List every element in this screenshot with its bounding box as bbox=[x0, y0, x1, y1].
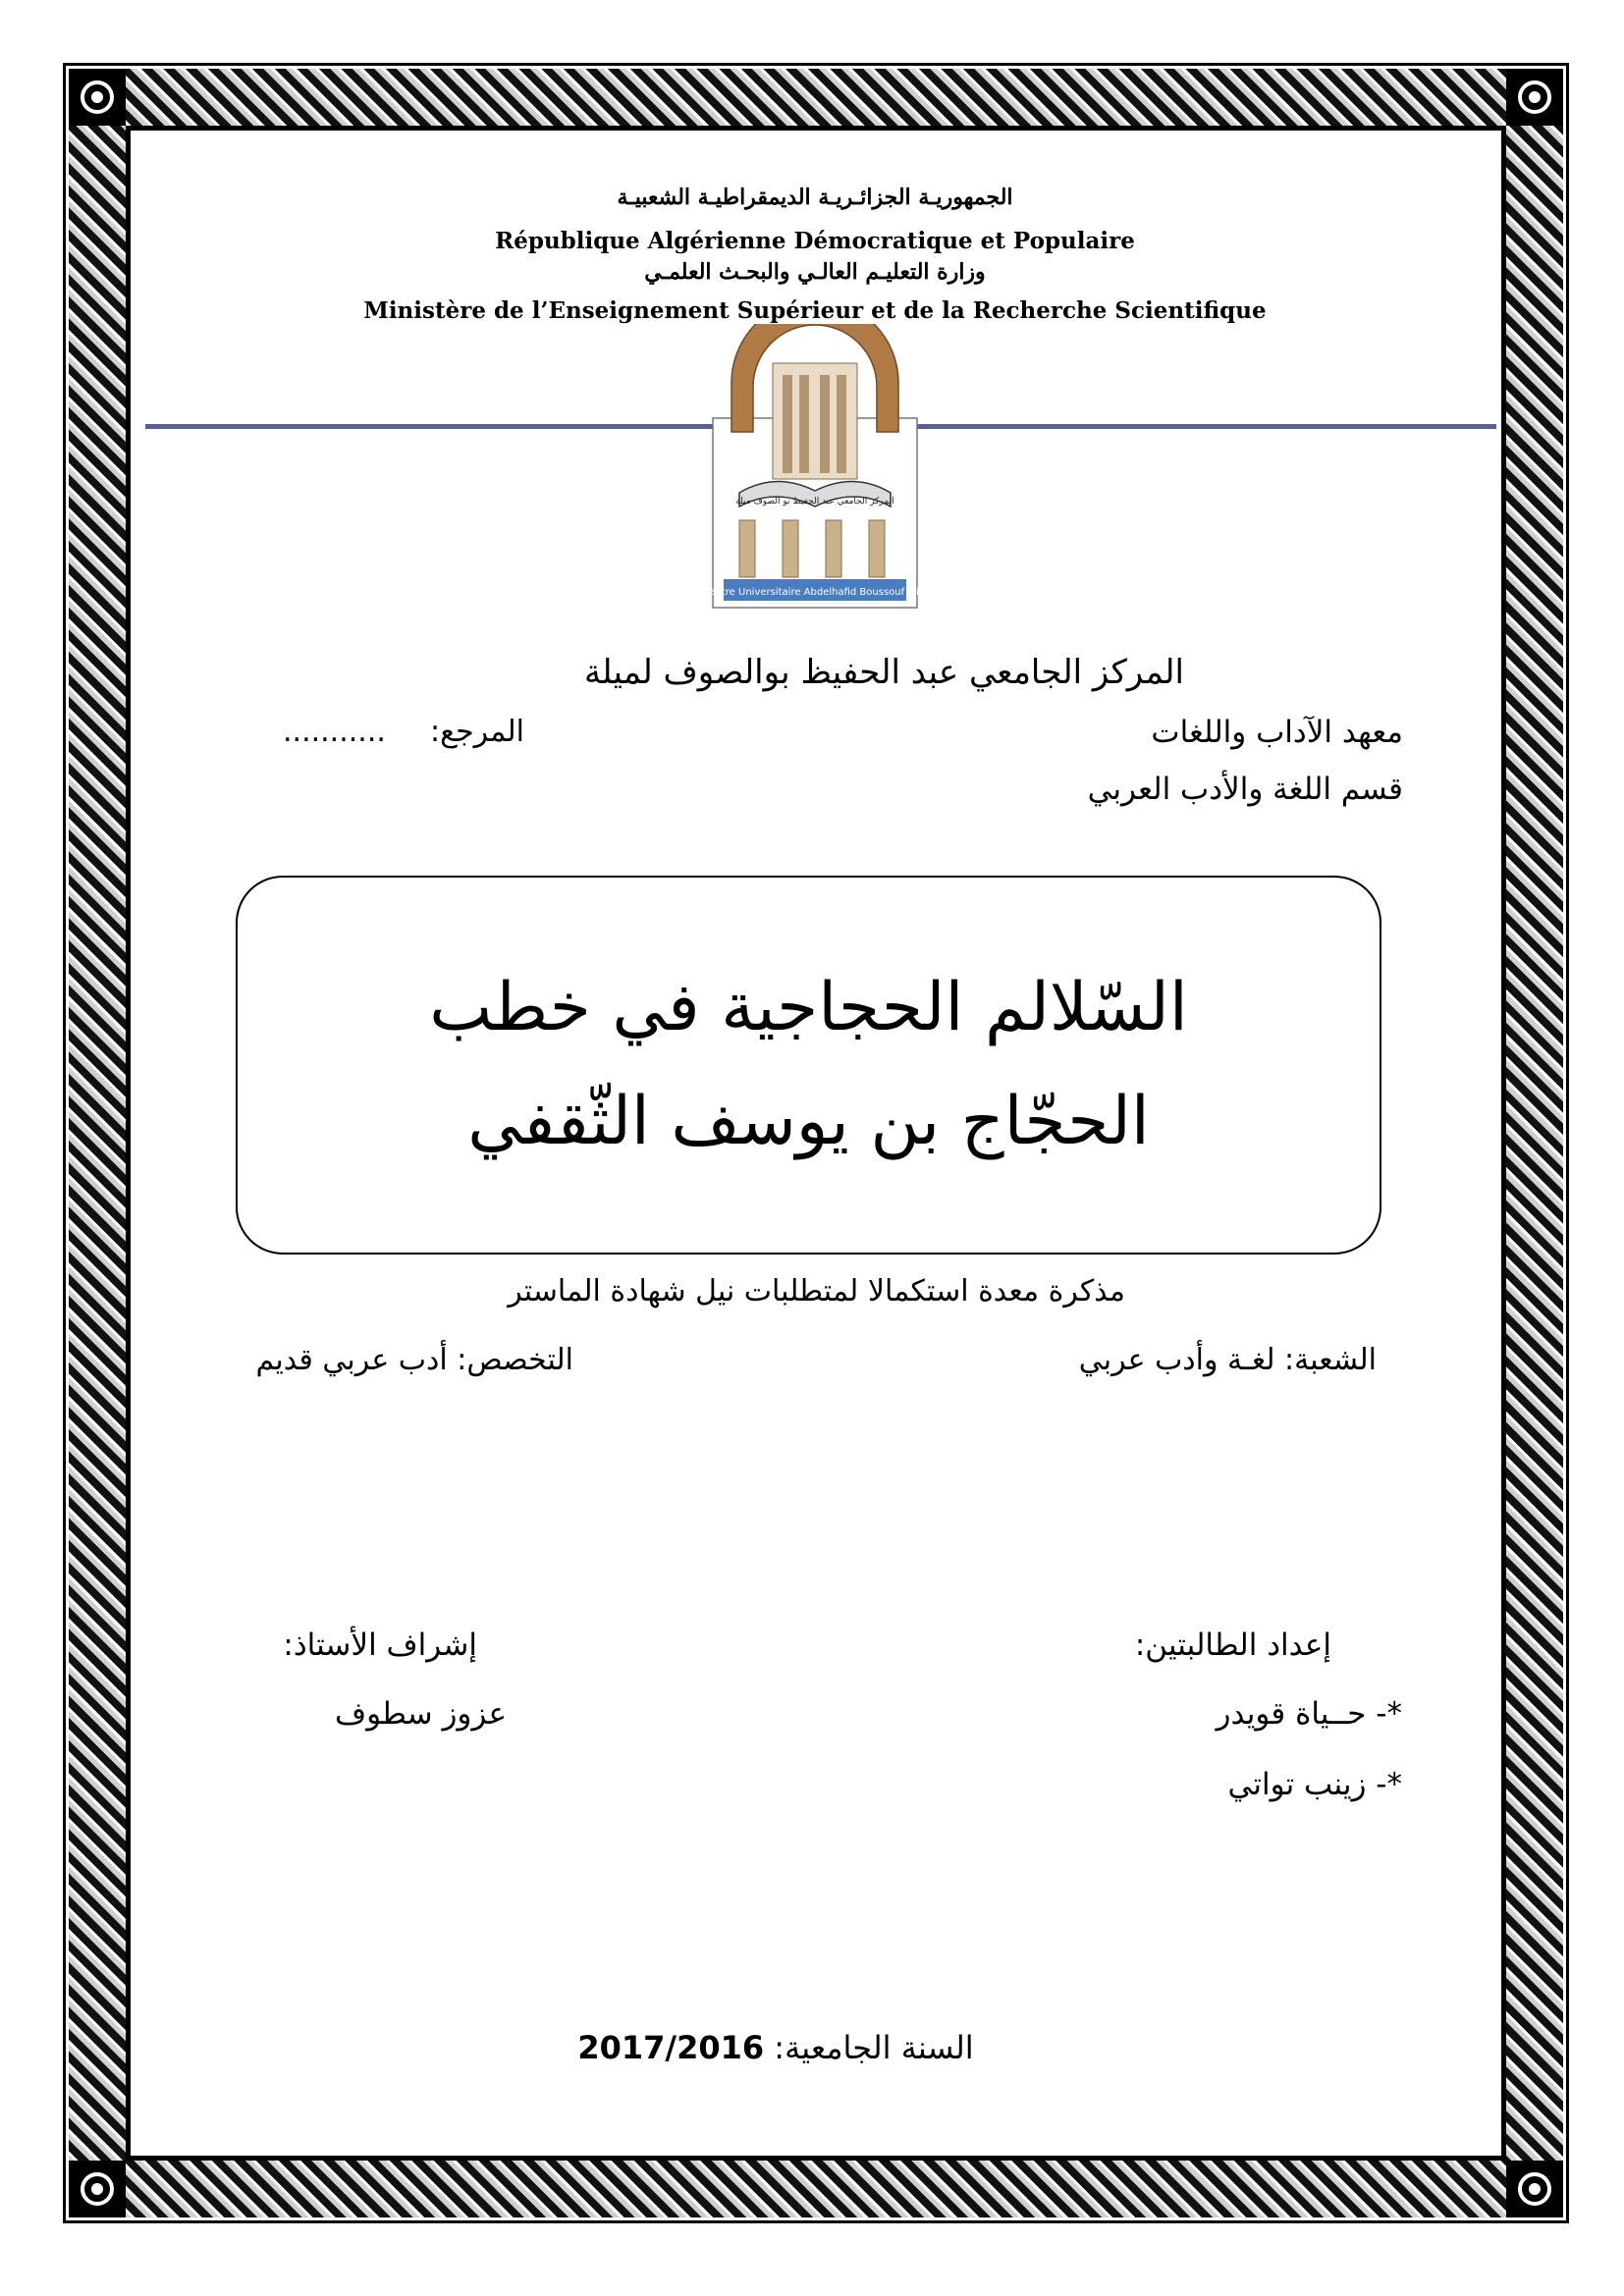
thesis-subtitle: مذكرة معدة استكمالا لمتطلبات نيل شهادة الماستر bbox=[508, 1274, 1125, 1308]
corner-ornament-bottom-right bbox=[1506, 2161, 1563, 2217]
reference-value: ........... bbox=[283, 715, 386, 749]
thesis-title-line-2: الحجّاج بن يوسف الثّقفي bbox=[467, 1083, 1150, 1160]
republic-french: République Algérienne Démocratique et Populaire bbox=[495, 228, 1135, 254]
republic-arabic: الجمهوريـة الجزائـريـة الديمقراطيـة الشعبيـة bbox=[617, 185, 1013, 210]
supervisor-label: إشراف الأستاذ: bbox=[283, 1628, 477, 1663]
thesis-title-line-1: السّلالم الحجاجية في خطب bbox=[429, 969, 1188, 1046]
university-logo bbox=[712, 324, 918, 609]
academic-year-value: 2017/2016 bbox=[577, 2029, 765, 2066]
academic-year-label: السنة الجامعية: bbox=[774, 2029, 974, 2066]
logo-arabic-caption: المركز الجامعي عبد الحفيظ بو الصوف ميلة bbox=[735, 497, 894, 507]
institute-name: معهد الآداب واللغات bbox=[1151, 715, 1403, 750]
students-label: إعداد الطالبتين: bbox=[1134, 1628, 1331, 1663]
corner-ornament-top-left bbox=[69, 69, 126, 126]
supervisor-name: عزوز سطوف bbox=[335, 1696, 507, 1732]
thesis-specialty: التخصص: أدب عربي قديم bbox=[255, 1343, 573, 1377]
corner-ornament-bottom-left bbox=[69, 2161, 126, 2217]
logo-latin-caption: Centre Universitaire Abdelhafid Boussouf Mila bbox=[712, 587, 918, 598]
header-rule-right bbox=[917, 424, 1496, 429]
ministry-arabic: وزارة التعليـم العالـي والبحـث العلمـي bbox=[644, 259, 986, 285]
department-name: قسم اللغة والأدب العربي bbox=[1087, 772, 1403, 807]
academic-year bbox=[491, 2029, 1060, 2066]
thesis-title-box bbox=[236, 876, 1381, 1255]
corner-ornament-top-right bbox=[1506, 69, 1563, 126]
thesis-branch: الشعبة: لغـة وأدب عربي bbox=[1078, 1343, 1377, 1377]
ministry-french: Ministère de l’Enseignement Supérieur et de la Recherche Scientifique bbox=[363, 297, 1267, 324]
reference-label: المرجع: bbox=[430, 715, 524, 749]
university-center-name: المركز الجامعي عبد الحفيظ بوالصوف لميلة bbox=[583, 653, 1184, 692]
header-rule-left bbox=[145, 424, 713, 429]
student-name-1: *- حــياة قويدر bbox=[1216, 1696, 1402, 1732]
student-name-2: *- زينب تواتي bbox=[1227, 1767, 1402, 1802]
